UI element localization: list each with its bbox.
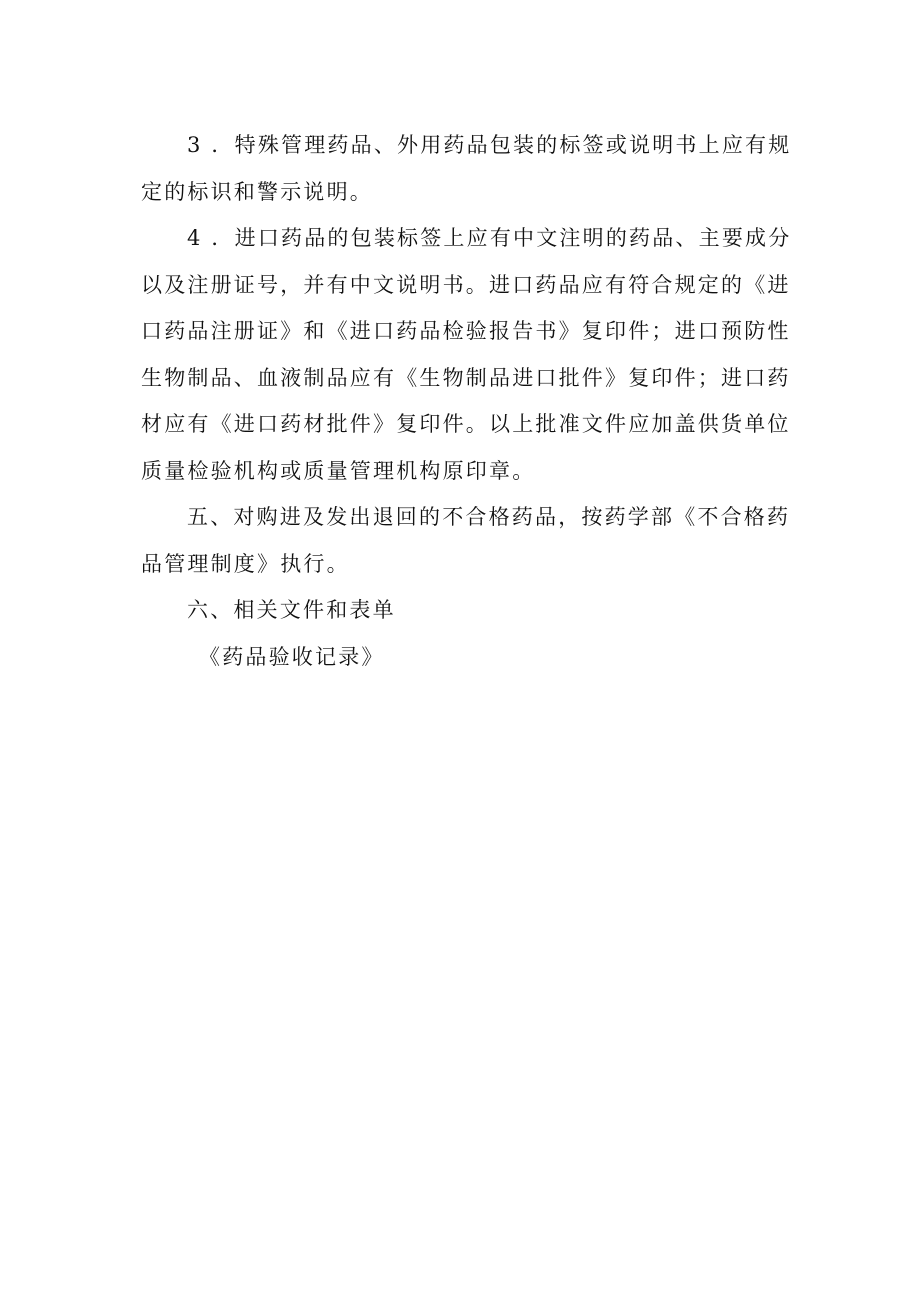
paragraph-item-4 xyxy=(141,215,792,494)
text-line: 定的标识和警示说明。 xyxy=(141,179,373,204)
text-line: 品管理制度》执行。 xyxy=(141,551,350,576)
text-line: 以及注册证号，并有中文说明书。进口药品应有符合规定的《进 xyxy=(141,272,791,297)
text-line: 质量检验机构或质量管理机构原印章。 xyxy=(141,458,536,483)
text-line: 生物制品、血液制品应有《生物制品进口批件》复印件；进口药 xyxy=(141,365,791,390)
section-heading: 六、相关文件和表单 xyxy=(187,598,396,622)
text-line: 口药品注册证》和《进口药品检验报告书》复印件；进口预防性 xyxy=(141,319,791,343)
text-line: 4 ．进口药品的包装标签上应有中文注明的药品、主要成分 xyxy=(187,226,792,250)
paragraph-section-5 xyxy=(141,494,791,587)
document-body xyxy=(141,122,792,680)
form-list xyxy=(141,634,783,681)
text-line: 3 ．特殊管理药品、外用药品包装的标签或说明书上应有规 xyxy=(187,133,792,157)
form-title: 《药品验收记录》 xyxy=(199,644,385,669)
paragraph-item-3 xyxy=(141,122,792,215)
text-line: 五、对购进及发出退回的不合格药品，按药学部《不合格药 xyxy=(187,505,791,529)
heading-section-6 xyxy=(141,587,783,634)
text-line: 材应有《进口药材批件》复印件。以上批准文件应加盖供货单位 xyxy=(141,412,791,436)
